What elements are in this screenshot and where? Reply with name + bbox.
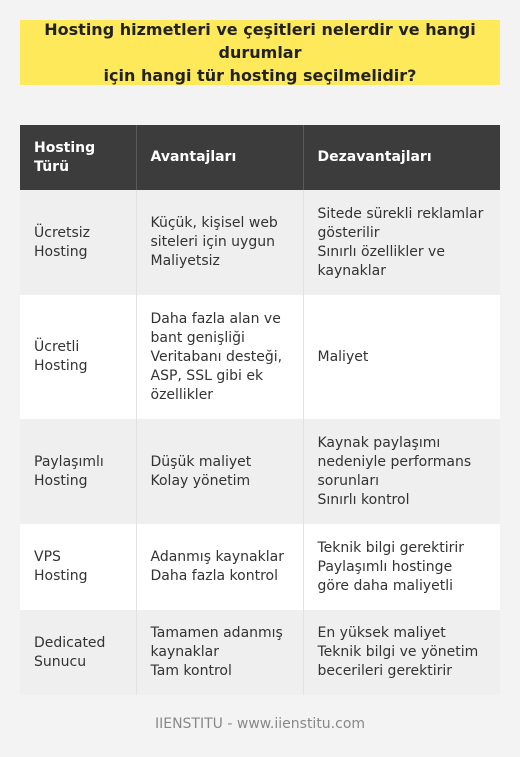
advantage-item: Daha fazla kontrol	[150, 568, 278, 584]
disadvantage-item: Sınırlı kontrol	[317, 491, 410, 508]
advantage-item: Düşük maliyet	[150, 453, 252, 470]
advantage-item: Kolay yönetim	[150, 472, 251, 489]
disadvantages-cell	[303, 419, 500, 524]
hosting-comparison-table	[20, 125, 500, 695]
advantage-item: Küçük, kişisel web siteleri için uygun	[150, 215, 278, 250]
disadvantages-cell	[303, 295, 500, 419]
hosting-type-cell: Ücretsiz Hosting	[20, 190, 136, 295]
table-row	[20, 190, 500, 295]
header-hosting-type: Hosting Türü	[20, 125, 136, 190]
hosting-type-cell: Ücretli Hosting	[20, 295, 136, 419]
disadvantage-item: Paylaşımlı hostinge göre daha maliyetli	[317, 558, 453, 594]
hosting-type-cell: Paylaşımlı Hosting	[20, 419, 136, 524]
disadvantage-item: Teknik bilgi gerektirir	[317, 539, 465, 556]
table-row	[20, 610, 500, 695]
advantage-item: Tamamen adanmış kaynaklar	[150, 625, 283, 660]
disadvantage-item: En yüksek maliyet	[317, 625, 446, 641]
footer-credit: IIENSTITU - www.iienstitu.com	[154, 716, 366, 732]
table-row	[20, 419, 500, 524]
disadvantage-item: Sınırlı özellikler ve kaynaklar	[317, 243, 445, 279]
hosting-type-cell: VPS Hosting	[20, 524, 136, 610]
header-advantages: Avantajları	[136, 125, 303, 190]
title-banner	[20, 20, 500, 85]
disadvantage-item: Teknik bilgi ve yönetim becerileri gerektirir	[317, 644, 479, 679]
advantage-item: Maliyetsiz	[150, 253, 220, 269]
table-row	[20, 524, 500, 610]
advantage-item: Tam kontrol	[150, 663, 232, 679]
header-disadvantages: Dezavantajları	[303, 125, 500, 190]
advantages-cell	[136, 295, 303, 419]
advantages-cell	[136, 419, 303, 524]
advantages-cell	[136, 524, 303, 610]
advantages-cell	[136, 610, 303, 695]
page-title: Hosting hizmetleri ve çeşitleri nelerdir ve hangi durumlar için hangi tür hosting seçilmelidir?	[44, 20, 476, 85]
hosting-type-cell: Dedicated Sunucu	[20, 610, 136, 695]
disadvantages-cell	[303, 524, 500, 610]
disadvantages-cell	[303, 190, 500, 295]
table-header-row	[20, 125, 500, 190]
table-row	[20, 295, 500, 419]
disadvantages-cell	[303, 610, 500, 695]
disadvantage-item: Sitede sürekli reklamlar gösterilir	[317, 205, 484, 241]
advantage-item: Veritabanı desteği, ASP, SSL gibi ek özellikler	[150, 348, 283, 403]
advantage-item: Adanmış kaynaklar	[150, 549, 284, 565]
disadvantage-item: Maliyet	[317, 348, 369, 365]
advantages-cell	[136, 190, 303, 295]
advantage-item: Daha fazla alan ve bant genişliği	[150, 310, 281, 346]
disadvantage-item: Kaynak paylaşımı nedeniyle performans sorunları	[317, 434, 472, 489]
